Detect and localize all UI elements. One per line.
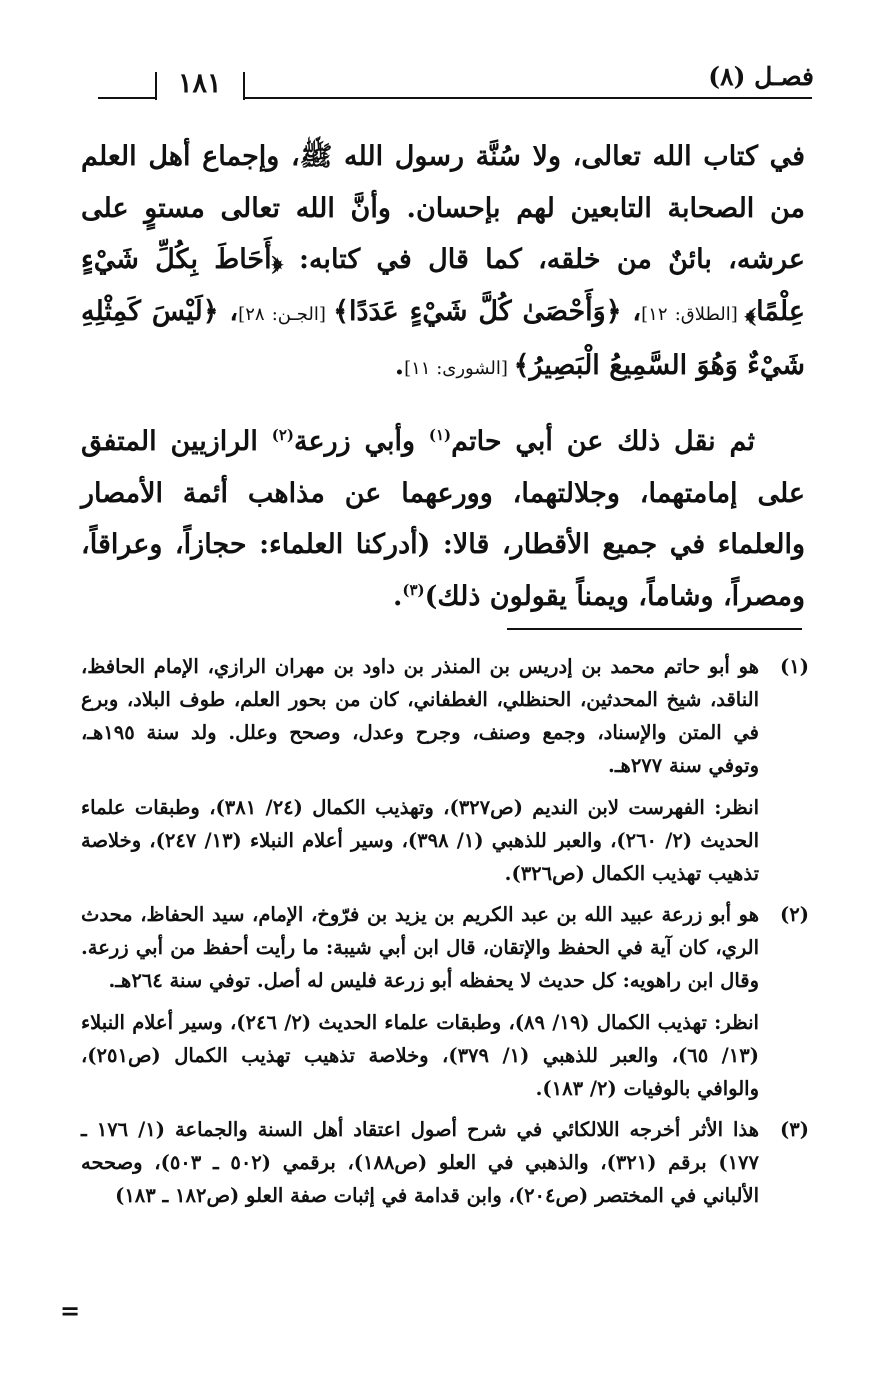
- quran-verse-1: ﴿أَحَاطَ بِكُلِّ شَيْءٍ عِلْمًا﴾: [81, 244, 805, 327]
- paragraph-text: ،: [218, 295, 239, 327]
- header-divider-left: [155, 72, 157, 100]
- body-paragraph-1: [81, 131, 805, 395]
- continuation-mark: =: [60, 1296, 81, 1325]
- footnote-text: هذا الأثر أخرجه اللالكائي في شرح أصول اعتقاد أهل السنة والجماعة (١/ ١٧٦ ـ ١٧٧) برقم (٣٢١)، والذهبي في العلو (ص١٨٨)، برقمي (٥٠٢ ـ ٥٠٣)، وصححه الألباني في المختصر (ص٢٠٤)، وابن قدامة في إثبات صفة العلو (ص١٨٢ ـ ١٨٣): [81, 1118, 759, 1207]
- footnote-references: انظر: الفهرست لابن النديم (ص٣٢٧)، وتهذيب الكمال (٢٤/ ٣٨١)، وطبقات علماء الحديث (٢/ ٢٦٠)، والعبر للذهبي (١/ ٣٩٨)، وسير أعلام النبلاء (١٣/ ٢٤٧)، وخلاصة تذهيب تهذيب الكمال (ص٣٢٦).: [81, 796, 760, 885]
- footnote-1: [81, 650, 809, 890]
- quran-verse-3: ﴿لَيْسَ كَمِثْلِهِ شَيْءٌ وَهُوَ السَّمِيعُ الْبَصِيرُ﴾: [81, 295, 805, 381]
- paragraph-text: ،: [621, 295, 642, 327]
- chapter-title: فصـل (٨): [708, 62, 814, 91]
- quran-verse-2: ﴿وَأَحْصَىٰ كُلَّ شَيْءٍ عَدَدًا﴾: [333, 295, 622, 327]
- page-number: ١٨١: [178, 68, 222, 99]
- paragraph-text: ثم نقل ذلك عن أبي حاتم: [451, 426, 755, 457]
- paragraph-text: وأبي زرعة: [293, 426, 429, 457]
- footnote-marker-1[interactable]: (١): [428, 426, 452, 444]
- header-rule-left: [98, 97, 155, 99]
- header-rule-right: [244, 97, 812, 99]
- verse-reference-3: [الشورى: ١١]: [404, 358, 514, 379]
- footnote-number: (١): [780, 655, 809, 678]
- body-paragraph-2: [81, 416, 805, 622]
- footnote-separator: [507, 628, 802, 630]
- footnote-2: [81, 898, 809, 1105]
- footnote-number: (٣): [780, 1118, 809, 1141]
- paragraph-text: في كتاب الله تعالى، ولا سُنَّة رسول الله ﷺ، وإجماع أهل العلم من الصحابة التابعين لهم بإحسان. وأنَّ الله تعالى مستوٍ على عرشه، بائنٌ من خلقه، كما قال في كتابه:: [81, 141, 805, 275]
- paragraph-text: .: [392, 580, 403, 612]
- footnote-references: انظر: تهذيب الكمال (١٩/ ٨٩)، وطبقات علماء الحديث (٢/ ٢٤٦)، وسير أعلام النبلاء (١٣/ ٦٥)، والعبر للذهبي (١/ ٣٧٩)، وخلاصة تذهيب تهذيب الكمال (ص٢٥١)، والوافي بالوفيات (٢/ ١٨٣).: [81, 1011, 759, 1100]
- verse-reference-2: [الجـن: ٢٨]: [238, 303, 334, 325]
- footnote-marker-2[interactable]: (٢): [271, 426, 294, 444]
- paragraph-text: .: [394, 350, 405, 381]
- footnote-text: هو أبو حاتم محمد بن إدريس بن المنذر بن داود بن مهران الرازي، الإمام الحافظ، الناقد، شيخ المحدثين، الحنظلي، الغطفاني، كان من بحور العلم، طوف البلاد، وبرع في المتن والإسناد، وجمع وصنف، وجرح وعدل، وصحح وعلل. ولد سنة ١٩٥هـ، وتوفي سنة ٢٧٧هـ.: [81, 655, 759, 777]
- verse-reference-1: [الطلاق: ١٢]: [641, 303, 745, 325]
- footnote-marker-3[interactable]: (٣): [402, 580, 425, 599]
- footnote-3: [81, 1113, 809, 1212]
- footnote-text: هو أبو زرعة عبيد الله بن عبد الكريم بن يزيد بن فرّوخ، الإمام، سيد الحفاظ، محدث الري، كان آية في الحفظ والإتقان، قال ابن أبي شيبة: ما رأيت أحفظ من أبي زرعة. وقال ابن راهويه: كل حديث لا يحفظه أبو زرعة فليس له أصل. توفي سنة ٢٦٤هـ.: [81, 903, 759, 992]
- footnote-number: (٢): [780, 903, 809, 926]
- page-header: [98, 62, 818, 112]
- paragraph-text: الرازيين المتفق على إمامتهما، وجلالتهما، وورعهما عن مذاهب أئمة الأمصار والعلماء في جميع الأقطار، قالا: (أدركنا العلماء: حجازاً، وعراقاً، ومصراً، وشاماً، ويمناً يقولون ذلك): [81, 426, 805, 612]
- header-divider-right: [243, 72, 245, 100]
- footnotes: [81, 650, 809, 1212]
